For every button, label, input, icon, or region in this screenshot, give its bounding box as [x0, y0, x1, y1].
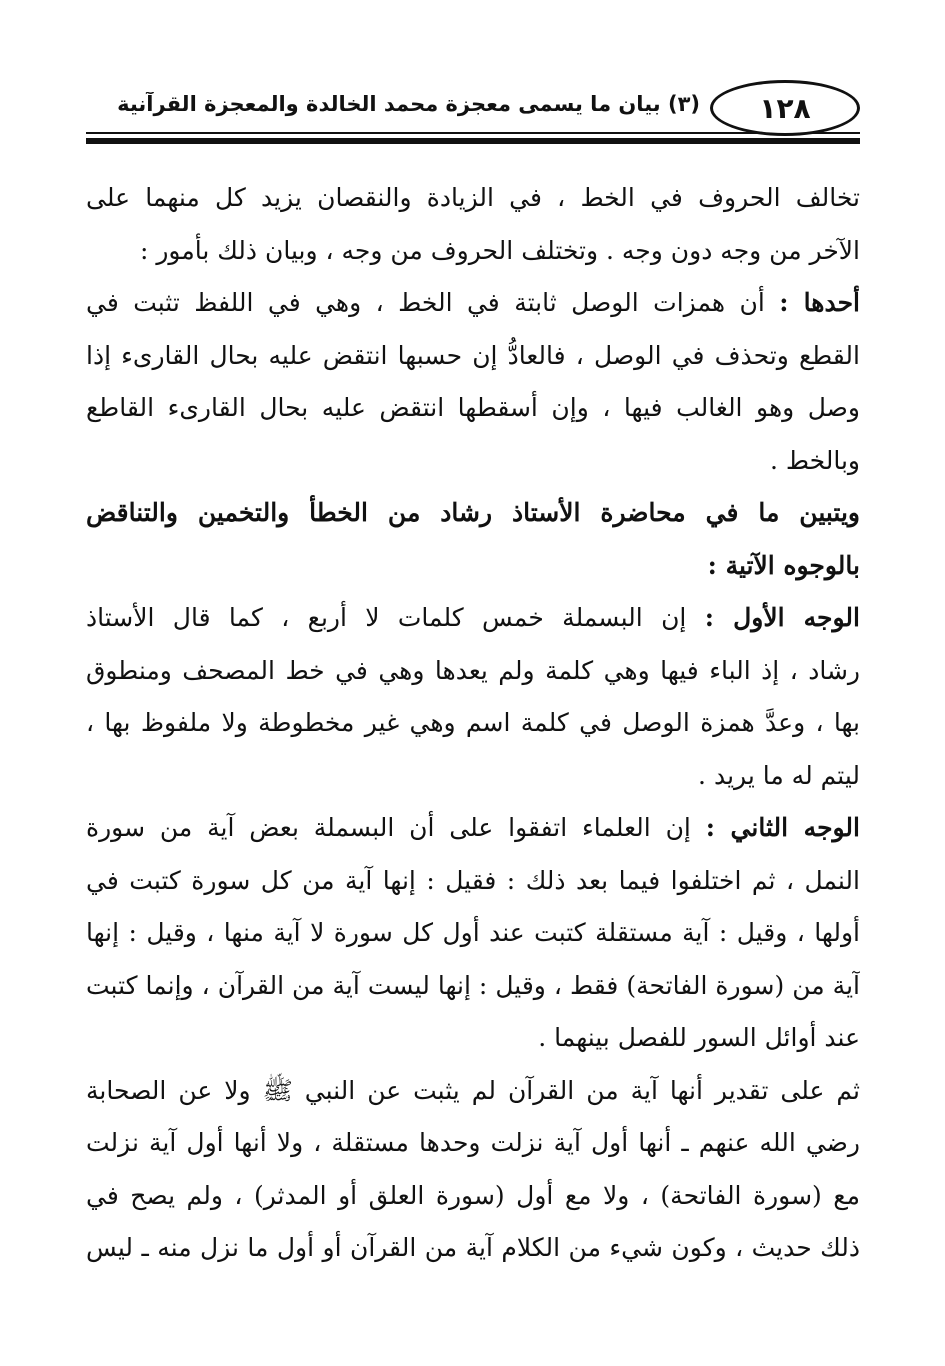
text-line: رشاد ، إذ الباء فيها وهي كلمة ولم يعدها وهي في خط المصحف ومنطوق	[86, 655, 860, 685]
text-line-rest: إن العلماء اتفقوا على أن البسملة بعض آية من سورة	[86, 813, 691, 842]
running-title: (٣) بيان ما يسمى معجزة محمد الخالدة والمعجزة القرآنية	[117, 92, 700, 116]
paragraph	[86, 802, 860, 1065]
paragraph	[86, 592, 860, 802]
paragraph-lead: أحدها :	[779, 288, 860, 317]
text-line: آية من (سورة الفاتحة) فقط ، وقيل : إنها ليست آية من القرآن ، وإنما كتبت	[86, 970, 860, 1000]
paragraph-lead: الوجه الأول :	[704, 603, 860, 632]
paragraph-bold	[86, 487, 860, 592]
text-line: ليتم له ما يريد .	[698, 760, 860, 790]
text-line: ذلك حديث ، وكون شيء من الكلام آية من القرآن أو أول ما نزل منه ـ ليس	[86, 1233, 860, 1262]
text-line: وصل وهو الغالب فيها ، وإن أسقطها انتقض عليه بحال القارىء القاطع	[86, 393, 860, 422]
header-rule-thick	[86, 138, 860, 144]
header-rule-thin	[86, 132, 860, 134]
text-line: تخالف الحروف في الخط ، في الزيادة والنقصان يزيد كل منهما على	[86, 183, 860, 212]
text-line: مع (سورة الفاتحة) ، ولا مع أول (سورة العلق أو المدثر) ، ولم يصح في	[86, 1180, 860, 1210]
text-line: أولها ، وقيل : آية مستقلة كتبت عند أول كل سورة لا آية منها ، وقيل : إنها	[86, 918, 860, 947]
text-line: رضي الله عنهم ـ أنها أول آية نزلت وحدها مستقلة ، ولا أنها أول آية نزلت	[86, 1128, 860, 1157]
text-line-rest: أن همزات الوصل ثابتة في الخط ، وهي في اللفظ تثبت في	[86, 288, 765, 317]
paragraph	[86, 1065, 860, 1275]
text-line: الآخر من وجه دون وجه . وتختلف الحروف من وجه ، وبيان ذلك بأمور :	[139, 235, 860, 265]
text-line: النمل ، ثم اختلفوا فيما بعد ذلك : فقيل : إنها آية من كل سورة كتبت في	[86, 865, 860, 895]
paragraph-lead: الوجه الثاني :	[705, 813, 860, 842]
text-line: بها ، وعدَّ همزة الوصل في كلمة اسم وهي غير مخطوطة ولا ملفوظ بها ،	[86, 708, 860, 737]
text-line: بالوجوه الآتية :	[707, 550, 860, 580]
text-line: ثم على تقدير أنها آية من القرآن لم يثبت عن النبي ﷺ ولا عن الصحابة	[86, 1075, 860, 1105]
text-line: ويتبين ما في محاضرة الأستاذ رشاد من الخطأ والتخمين والتناقض	[86, 498, 860, 527]
text-line: عند أوائل السور للفصل بينهما .	[538, 1023, 860, 1052]
text-line	[86, 592, 860, 645]
text-line	[86, 277, 860, 330]
text-line: القطع وتحذف في الوصل ، فالعادُّ إن حسبها انتقض عليه بحال القارىء إذا	[86, 340, 860, 370]
page-header	[86, 80, 860, 144]
text-line: وبالخط .	[769, 445, 860, 475]
paragraph	[86, 277, 860, 487]
paragraph	[86, 172, 860, 277]
text-line-rest: إن البسملة خمس كلمات لا أربع ، كما قال الأستاذ	[86, 603, 687, 632]
body-text	[86, 172, 860, 1275]
page-number: ١٢٨	[710, 80, 860, 136]
text-line	[86, 802, 860, 855]
